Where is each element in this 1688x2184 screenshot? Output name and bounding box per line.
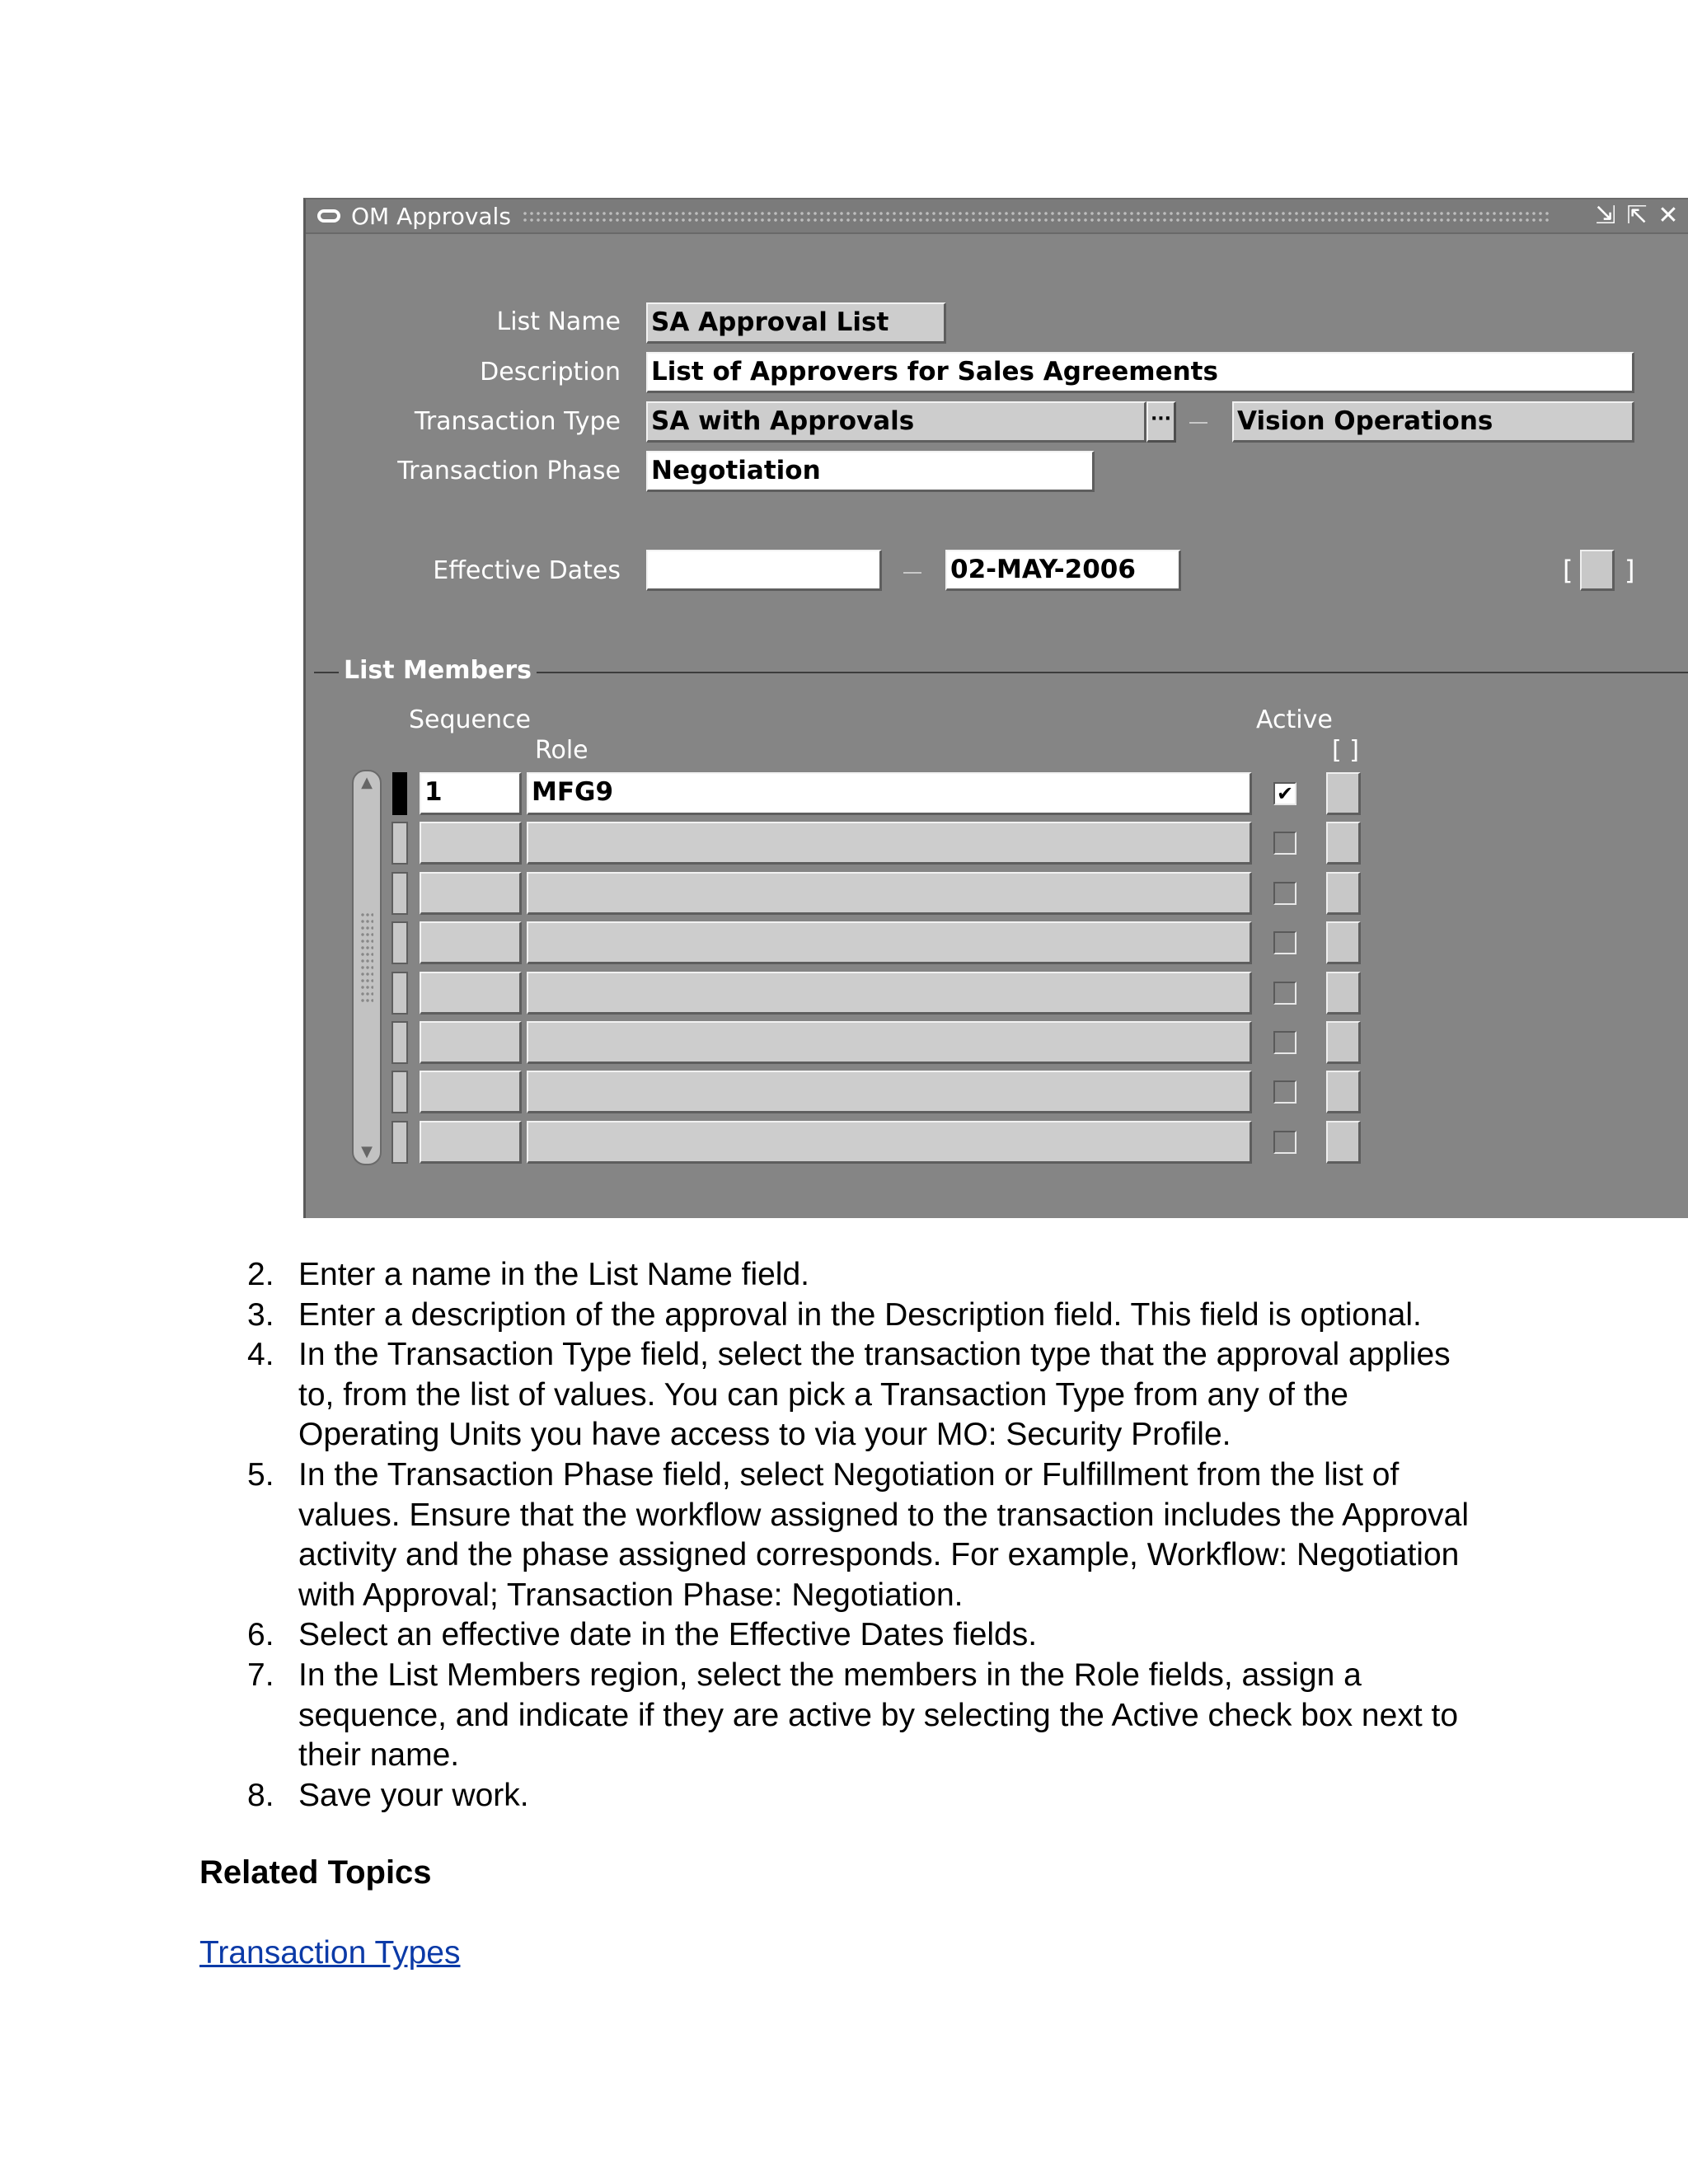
step-item <box>247 1776 1484 1816</box>
list-name-label: List Name <box>496 307 621 336</box>
active-checkbox[interactable] <box>1273 1131 1296 1154</box>
step-item <box>247 1296 1484 1336</box>
step-text: In the Transaction Type field, select the transaction type that the approval applies to, from the list of values. You can pick a Transaction Type from any of the Operating Units you have access to via your MO: Security Profile. <box>298 1337 1451 1453</box>
transaction-type-label: Transaction Type <box>414 407 621 436</box>
step-text: In the Transaction Phase field, select Negotiation or Fulfillment from the list of values. Ensure that the workflow assigned to the transaction includes the Approval activity and the phase assigned corresponds. For example, Workflow: Negotiation with Approval; Transaction Phase: Negotiation. <box>298 1456 1469 1613</box>
role-field[interactable] <box>527 1021 1252 1064</box>
record-indicator[interactable] <box>392 1021 408 1064</box>
date-range-dash <box>903 572 921 574</box>
description-field[interactable]: List of Approvers for Sales Agreements <box>646 352 1634 393</box>
row-flexfield-button[interactable] <box>1326 822 1361 865</box>
sequence-field[interactable] <box>420 872 522 915</box>
effective-date-to-field[interactable]: 02-MAY-2006 <box>945 550 1181 591</box>
step-number: 2. <box>247 1257 274 1292</box>
operating-unit-field[interactable]: Vision Operations <box>1232 401 1634 443</box>
sequence-field[interactable]: 1 <box>420 772 522 815</box>
window-titlebar[interactable] <box>306 199 1688 234</box>
step-number: 5. <box>247 1456 274 1493</box>
record-indicator[interactable] <box>392 872 408 915</box>
active-checkbox[interactable] <box>1273 931 1296 954</box>
scroll-thumb[interactable] <box>360 912 373 1002</box>
record-indicator[interactable] <box>392 921 408 964</box>
related-topics-heading: Related Topics <box>199 1854 432 1891</box>
descriptive-flexfield-button[interactable] <box>1580 550 1615 591</box>
transaction-phase-label: Transaction Phase <box>397 457 621 485</box>
step-text: Select an effective date in the Effective Dates fields. <box>298 1617 1038 1653</box>
step-text: Enter a name in the List Name field. <box>298 1257 809 1292</box>
row-flexfield-button[interactable] <box>1326 1071 1361 1113</box>
sequence-field[interactable] <box>420 1021 522 1064</box>
separator-dash <box>1189 422 1207 424</box>
role-field[interactable] <box>527 1121 1252 1164</box>
step-text: Enter a description of the approval in the Description field. This field is optional. <box>298 1296 1422 1333</box>
close-icon[interactable]: ✕ <box>1658 201 1679 230</box>
minimize-icon[interactable]: ⇲ <box>1595 201 1616 230</box>
step-number: 8. <box>247 1777 274 1813</box>
dff-column-header: [ ] <box>1332 736 1359 765</box>
step-number: 3. <box>247 1296 274 1333</box>
step-number: 4. <box>247 1337 274 1373</box>
sequence-field[interactable] <box>420 921 522 964</box>
record-indicator[interactable] <box>392 1121 408 1164</box>
list-members-scrollbar[interactable] <box>352 770 382 1165</box>
step-item <box>247 1455 1484 1615</box>
om-approvals-window <box>303 198 1688 1218</box>
scroll-up-icon[interactable]: ▲ <box>361 774 373 791</box>
window-title: OM Approvals <box>351 203 511 230</box>
active-checkbox[interactable] <box>1273 1080 1296 1104</box>
transaction-types-link[interactable]: Transaction Types <box>199 1935 461 1971</box>
instruction-steps <box>247 1255 1484 1816</box>
active-column-header: Active <box>1256 705 1333 734</box>
record-indicator[interactable] <box>392 1071 408 1113</box>
record-indicator[interactable] <box>392 772 407 815</box>
sequence-field[interactable] <box>420 1071 522 1113</box>
row-flexfield-button[interactable] <box>1326 921 1361 964</box>
row-flexfield-button[interactable] <box>1326 872 1361 915</box>
sequence-column-header: Sequence <box>409 705 531 734</box>
step-text: In the List Members region, select the members in the Role fields, assign a sequence, and indicate if they are active by selecting the Active check box next to their name. <box>298 1657 1459 1774</box>
scroll-down-icon[interactable]: ▼ <box>361 1143 373 1160</box>
effective-dates-label: Effective Dates <box>433 556 621 585</box>
step-item <box>247 1255 1484 1296</box>
sequence-field[interactable] <box>420 972 522 1015</box>
row-flexfield-button[interactable] <box>1326 1021 1361 1064</box>
list-of-values-button[interactable]: ··· <box>1146 401 1176 443</box>
dff-bracket-close: ] <box>1625 555 1635 586</box>
maximize-icon[interactable]: ⇱ <box>1626 201 1648 230</box>
step-text: Save your work. <box>298 1777 529 1813</box>
effective-date-from-field[interactable] <box>646 550 882 591</box>
list-members-title: List Members <box>339 657 537 685</box>
role-field[interactable] <box>527 1071 1252 1113</box>
record-indicator[interactable] <box>392 972 408 1015</box>
role-field[interactable] <box>527 822 1252 865</box>
active-checkbox[interactable] <box>1273 1031 1296 1054</box>
row-flexfield-button[interactable] <box>1326 972 1361 1015</box>
dff-bracket-open: [ <box>1563 555 1573 586</box>
step-item <box>247 1615 1484 1656</box>
step-number: 6. <box>247 1617 274 1653</box>
sequence-field[interactable] <box>420 1121 522 1164</box>
list-name-field[interactable]: SA Approval List <box>646 302 946 344</box>
active-checkbox[interactable] <box>1273 982 1296 1005</box>
row-flexfield-button[interactable] <box>1326 1121 1361 1164</box>
step-item <box>247 1335 1484 1455</box>
role-field[interactable] <box>527 972 1252 1015</box>
role-field[interactable] <box>527 921 1252 964</box>
titlebar-grip <box>522 210 1552 223</box>
active-checkbox[interactable]: ✔ <box>1273 782 1296 805</box>
active-checkbox[interactable] <box>1273 832 1296 855</box>
active-checkbox[interactable] <box>1273 882 1296 905</box>
sequence-field[interactable] <box>420 822 522 865</box>
role-field[interactable]: MFG9 <box>527 772 1252 815</box>
transaction-phase-field[interactable]: Negotiation <box>646 451 1095 492</box>
row-flexfield-button[interactable] <box>1326 772 1361 815</box>
record-indicator[interactable] <box>392 822 408 865</box>
step-item <box>247 1656 1484 1776</box>
step-number: 7. <box>247 1657 274 1693</box>
window-menu-icon[interactable] <box>317 209 340 223</box>
role-field[interactable] <box>527 872 1252 915</box>
transaction-type-field[interactable]: SA with Approvals <box>646 401 1146 443</box>
role-column-header: Role <box>535 736 588 765</box>
description-label: Description <box>480 358 621 387</box>
